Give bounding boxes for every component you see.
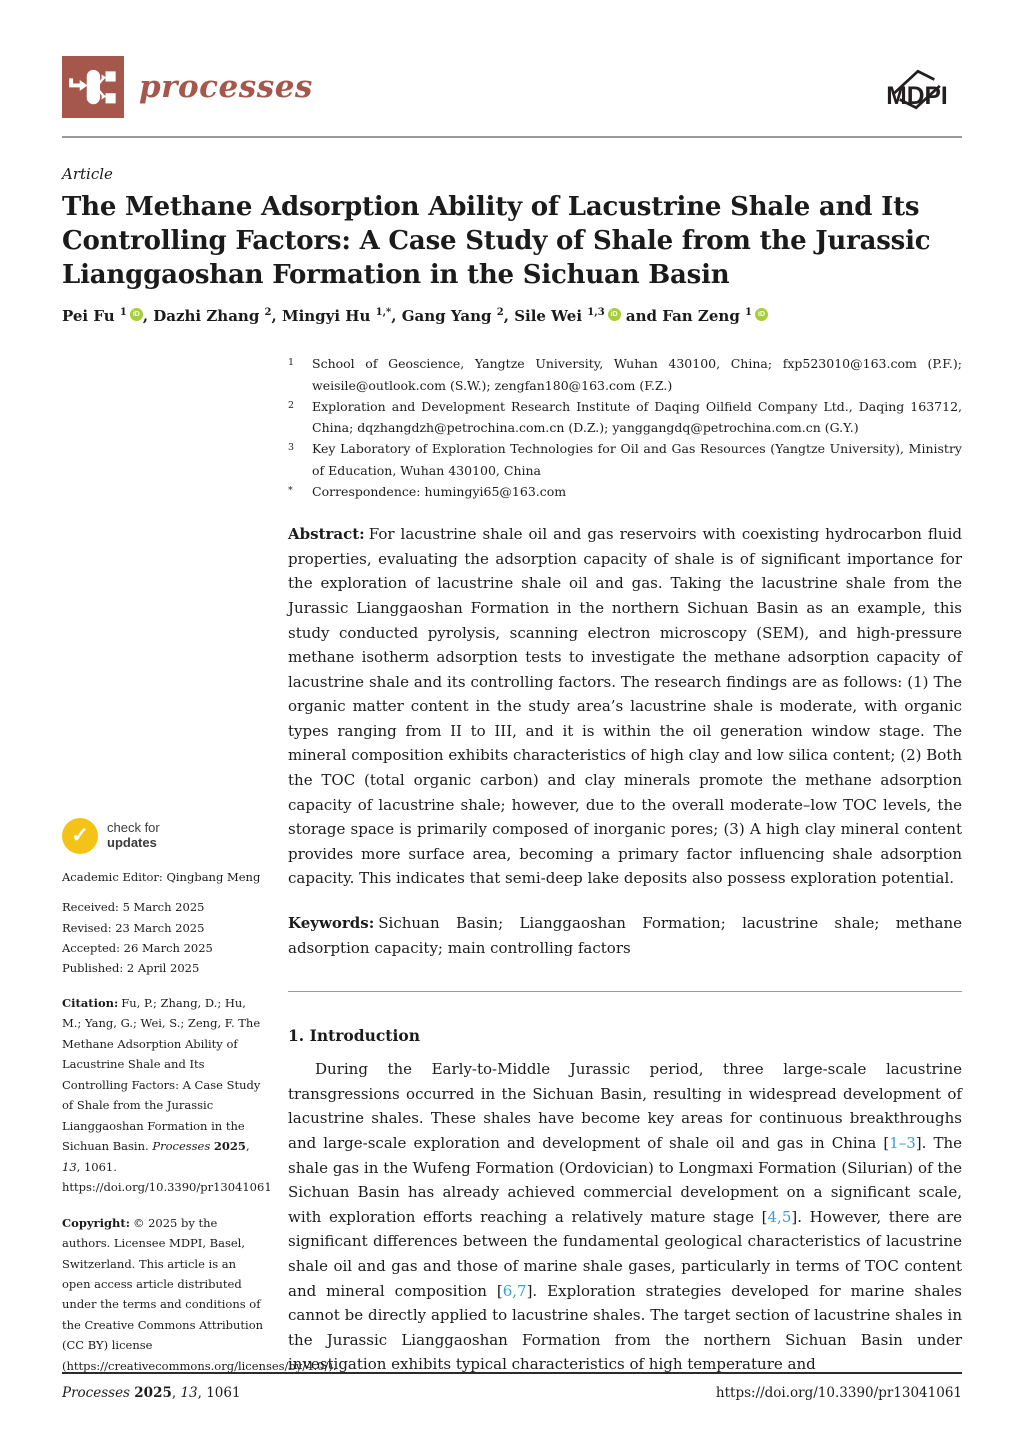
author-name: Mingyi Hu $^{1,*}$ xyxy=(281,307,392,326)
citation-text xyxy=(62,996,272,1194)
affiliation-marker: 2 xyxy=(288,399,295,411)
orcid-icon[interactable]: iD xyxy=(755,308,768,321)
affiliation-row xyxy=(288,438,962,481)
affiliation-row xyxy=(288,481,962,502)
article-type-label: Article xyxy=(62,165,113,183)
processes-logo[interactable] xyxy=(62,56,313,118)
affiliation-row xyxy=(288,396,962,439)
text-segment: , 1061. https://doi.org/10.3390/pr13041061 xyxy=(62,1159,272,1195)
page-footer xyxy=(62,1372,962,1401)
journal-header xyxy=(62,56,962,121)
authors-line: Pei Fu $^1$ iD , Dazhi Zhang $^2$, Mingyi Hu $^{1,*}$, Gang Yang $^2$, Sile Wei $^{1,3}$ iD and Fan Zeng $^1$ iD xyxy=(62,307,962,325)
date-line: Accepted: 26 March 2025 xyxy=(62,940,213,955)
text-segment: ]. The shale gas in the Wufeng Formation (Ordovician) to Longmaxi Formation (Silurian) of the Sichuan Basin has already achieved commercial development on a significant scale, with exploration efforts reaching a relatively mature stage [ xyxy=(288,1134,962,1226)
check-for-updates-badge[interactable] xyxy=(62,818,182,854)
text-segment: Fu, P.; Zhang, D.; Hu, M.; Yang, G.; Wei, S.; Zeng, F. The Methane Adsorption Ability of Lacustrine Shale and Its Controlling Factors: A Case Study of Shale from the Jurassic Lianggaoshan Formation in the Sichuan Basin. xyxy=(62,995,261,1154)
affiliations xyxy=(288,353,962,502)
text-segment: Processes xyxy=(152,1139,211,1154)
author-name: Dazhi Zhang $^2$ xyxy=(153,307,272,326)
content-columns xyxy=(62,353,962,1377)
citation-ref[interactable]: 1–3 xyxy=(889,1134,916,1153)
text-segment: , xyxy=(171,1385,181,1401)
copyright-block xyxy=(62,1213,337,1377)
abstract xyxy=(288,522,962,891)
abstract-label: Abstract: xyxy=(288,525,365,544)
section-heading-introduction: 1. Introduction xyxy=(288,1026,420,1046)
text-segment: 13 xyxy=(180,1385,198,1401)
section-divider xyxy=(288,991,962,992)
header-divider xyxy=(62,136,962,138)
text-segment: ]. Exploration strategies developed for marine shales cannot be directly applied to lacustrine shales. The target section of lacustrine shales in the Jurassic Lianggaoshan Formation from the northern Sichuan Basin under investigation exhibits typical characteristics of high temperature and xyxy=(288,1281,962,1374)
journal-name: processes xyxy=(139,69,313,105)
author-name: Pei Fu $^1$ xyxy=(62,307,127,326)
author-name: Gang Yang $^2$ xyxy=(401,307,504,326)
date-line: Published: 2 April 2025 xyxy=(62,960,200,975)
article-title: The Methane Adsorption Ability of Lacustrine Shale and Its Controlling Factors: A Case Study of Shale from the Jurassic Lianggaoshan Formation in the Sichuan Basin xyxy=(62,192,931,290)
orcid-icon[interactable]: iD xyxy=(608,308,621,321)
date-line: Revised: 23 March 2025 xyxy=(62,920,205,935)
flowchart-icon xyxy=(68,62,118,112)
abstract-text: For lacustrine shale oil and gas reservoirs with coexisting hydrocarbon fluid properties, evaluating the adsorption capacity of shale is of significant importance for the exploration of lacustrine shale oil and gas. Taking the lacustrine shale from the Jurassic Lianggaoshan Formation in the northern Sichuan Basin as an example, this study conducted pyrolysis, scanning electron microscopy (SEM), and high-pressure methane isotherm adsorption tests to investigate the methane adsorption capacity of lacustrine shale and its controlling factors. The research findings are as follows: (1) The organic matter content in the study area’s lacustrine shale is moderate, with organic types ranging from II to III, and it is within the oil generation window stage. The mineral composition exhibits characteristics of high clay and low silica content; (2) Both the TOC (total organic carbon) and clay minerals promote the methane adsorption capacity of lacustrine shale; however, due to the overall moderate–low TOC levels, the storage space is primarily composed of inorganic pores; (3) A high clay mineral content provides more surface area, becoming a primary factor influencing shale adsorption capacity. This indicates that semi-deep lake deposits also possess exploration potential. xyxy=(288,525,962,888)
author-name: Sile Wei $^{1,3}$ xyxy=(514,307,605,326)
affiliation-marker: 3 xyxy=(288,442,295,454)
footer-doi-link[interactable]: https://doi.org/10.3390/pr13041061 xyxy=(715,1385,962,1401)
check-for-updates-label: check for updates xyxy=(107,820,160,851)
check-icon: ✓ xyxy=(62,818,98,854)
main-content xyxy=(266,353,962,1377)
text-segment: , xyxy=(245,1139,250,1154)
keywords-label: Keywords: xyxy=(288,914,375,933)
citation-ref[interactable]: 6,7 xyxy=(502,1281,527,1300)
text-segment: , 1061 xyxy=(197,1385,241,1401)
keywords-text: Sichuan Basin; Lianggaoshan Formation; lacustrine shale; methane adsorption capacity; main controlling factors xyxy=(288,914,962,957)
affiliation-marker: * xyxy=(288,484,293,496)
affiliation-text: School of Geoscience, Yangtze University, Wuhan 430100, China; fxp523010@163.com (P.F.); weisile@outlook.com (S.W.); zengfan180@163.com (F.Z.) xyxy=(312,356,962,393)
author-name: Fan Zeng $^1$ xyxy=(662,307,753,326)
keywords xyxy=(288,911,962,960)
copyright-text: © 2025 by the authors. Licensee MDPI, Basel, Switzerland. This article is an open access article distributed under the terms and conditions of the Creative Commons Attribution (CC BY) license (https://creativecommons.org/licenses/by/4.0/). xyxy=(62,1215,337,1373)
mdpi-logo[interactable] xyxy=(876,62,958,121)
citation-block xyxy=(62,993,272,1198)
mdpi-logo-text: MDPI xyxy=(886,83,948,111)
text-segment: ]. However, there are significant differences between the fundamental geological characteristics of lacustrine shale oil and gas and those of marine shale gases, particularly in terms of TOC content and mineral composition [ xyxy=(288,1207,962,1300)
affiliation-text: Exploration and Development Research Institute of Daqing Oilfield Company Ltd., Daqing 163712, China; dqzhangdzh@petrochina.com.cn (D.Z.); yanggangdq@petrochina.com.cn (G.Y.) xyxy=(312,398,962,436)
date-line: Received: 5 March 2025 xyxy=(62,900,205,915)
affiliation-marker: 1 xyxy=(288,357,295,369)
dates-block xyxy=(62,897,266,978)
footer-journal-citation xyxy=(62,1385,241,1401)
text-segment: 2025 xyxy=(213,1139,246,1154)
text-segment: 13 xyxy=(62,1159,77,1174)
text-segment: Processes xyxy=(62,1385,135,1401)
text-segment: 2025 xyxy=(134,1385,172,1401)
citation-ref[interactable]: 4,5 xyxy=(767,1207,792,1226)
processes-logo-icon xyxy=(62,56,124,118)
affiliation-text: Key Laboratory of Exploration Technologies for Oil and Gas Resources (Yangtze University), Ministry of Education, Wuhan 430100, China xyxy=(312,441,962,478)
text-segment: During the Early-to-Middle Jurassic period, three large-scale lacustrine transgressions occurred in the Sichuan Basin, resulting in widespread development of lacustrine shales. These shales have become key areas for continuous breakthroughs and large-scale exploration and development of shale oil and gas in China [ xyxy=(288,1060,962,1153)
academic-editor: Academic Editor: Qingbang Meng xyxy=(62,870,261,885)
affiliation-text: Correspondence: humingyi65@163.com xyxy=(312,483,567,499)
orcid-icon[interactable]: iD xyxy=(130,308,143,321)
introduction-paragraph xyxy=(288,1057,962,1377)
affiliation-row xyxy=(288,353,962,396)
citation-label: Citation: xyxy=(62,995,119,1010)
copyright-label: Copyright: xyxy=(62,1215,130,1230)
